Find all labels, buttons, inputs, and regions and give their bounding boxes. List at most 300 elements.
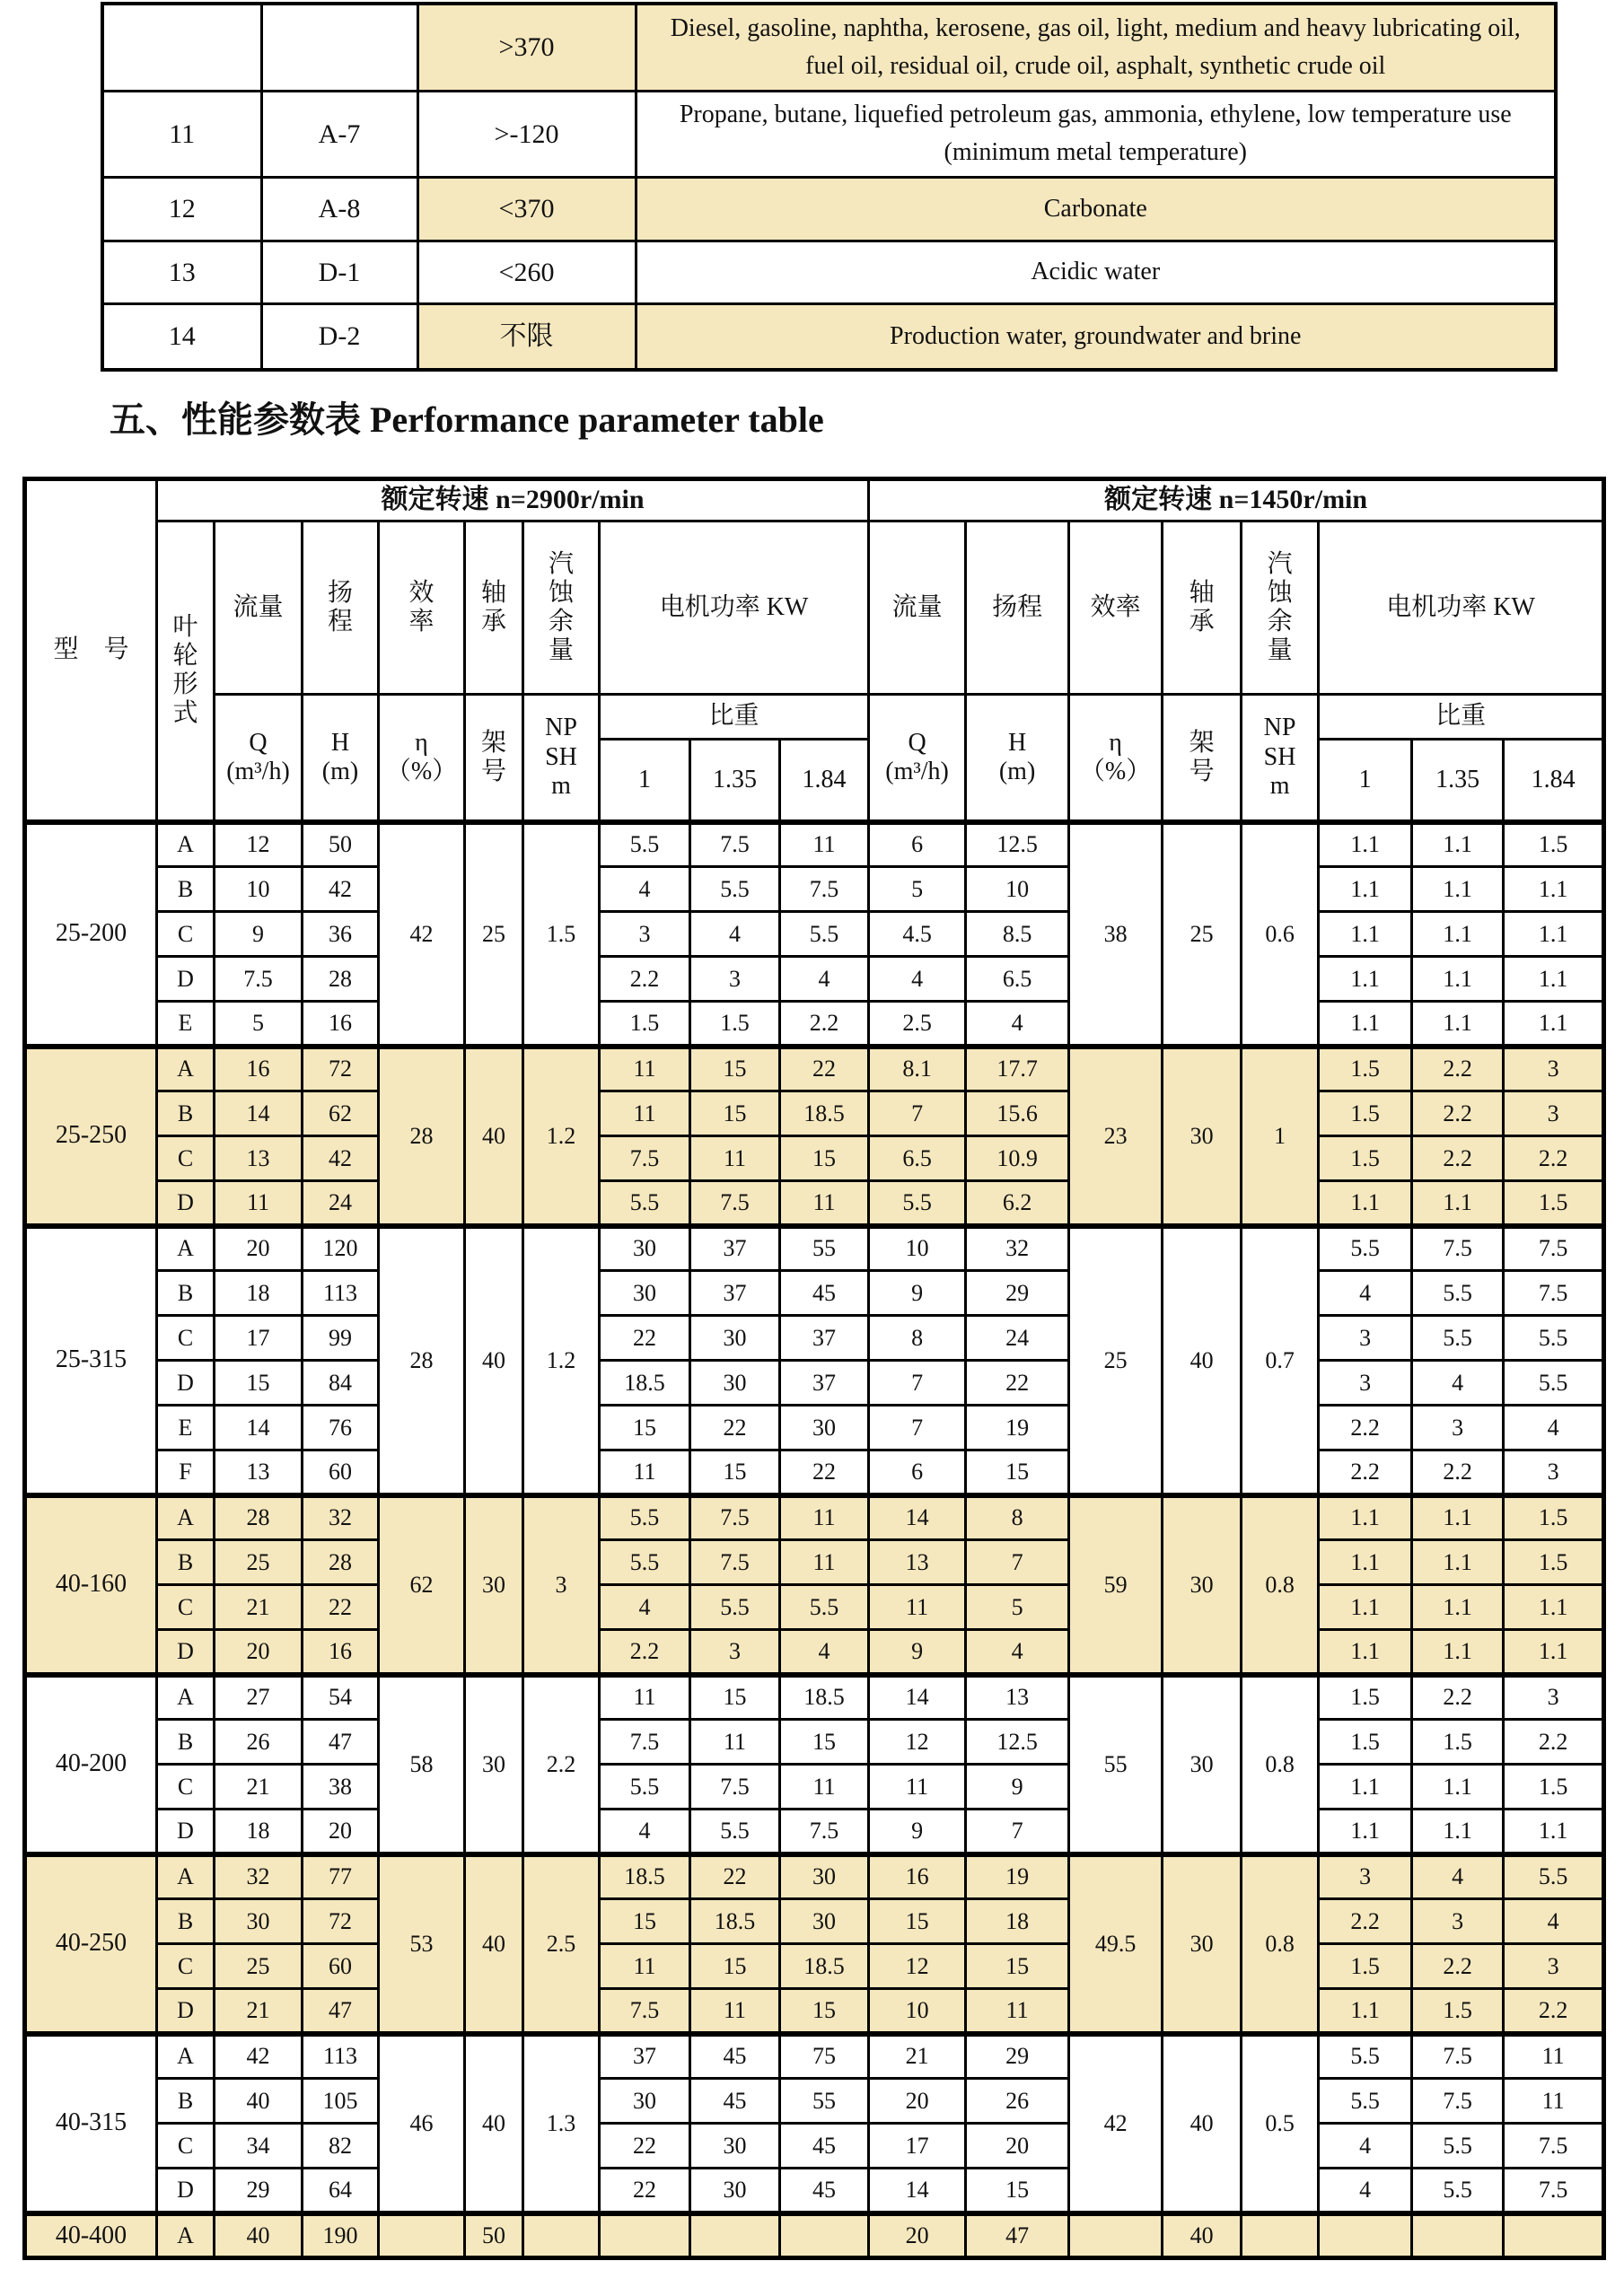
flow-1450-cell: 12 (869, 1720, 966, 1765)
power-2900-3-cell: 11 (780, 822, 869, 867)
power-1450-2-cell: 3 (1412, 1899, 1504, 1944)
impeller-cell: A (157, 1675, 215, 1720)
bearing-1450-cell: 40 (1163, 2213, 1242, 2258)
power-1450-2-cell: 1.5 (1412, 1720, 1504, 1765)
power-1450-1-cell: 1.5 (1319, 1047, 1412, 1091)
impeller-cell: A (157, 1495, 215, 1540)
impeller-cell: A (157, 2034, 215, 2079)
flow-1450-cell: 7 (869, 1361, 966, 1406)
head-2900-cell: 84 (303, 1361, 379, 1406)
head-1450-cell: 29 (966, 1271, 1069, 1316)
gravity-value-1450-3: 1.84 (1504, 740, 1604, 822)
material-code-cell: A-7 (261, 91, 417, 177)
head-header-2900: 扬 程 (303, 521, 379, 695)
power-2900-3-cell: 45 (780, 2169, 869, 2213)
power-2900-1-cell: 2.2 (600, 1630, 690, 1675)
impeller-cell: D (157, 1181, 215, 1226)
power-2900-2-cell: 30 (690, 2169, 780, 2213)
perf-row-40-315-A (25, 2034, 1604, 2079)
perf-row-25-315-E (25, 1406, 1604, 1450)
power-2900-3-cell: 30 (780, 1899, 869, 1944)
power-2900-1-cell: 3 (600, 912, 690, 957)
eff-2900-cell: 46 (379, 2034, 465, 2213)
power-1450-2-cell: 4 (1412, 1361, 1504, 1406)
eff-2900-cell: 53 (379, 1854, 465, 2034)
flow-1450-cell: 6 (869, 822, 966, 867)
bearing-1450-cell: 25 (1163, 822, 1242, 1047)
flow-1450-cell: 12 (869, 1944, 966, 1989)
power-2900-1-cell: 2.2 (600, 957, 690, 1002)
flow-header-2900: 流量 (215, 521, 303, 695)
flow-2900-cell: 25 (215, 1944, 303, 1989)
flow-2900-cell: 21 (215, 1765, 303, 1810)
perf-row-25-250-D (25, 1181, 1604, 1226)
head-2900-cell: 28 (303, 1540, 379, 1585)
perf-row-40-200-B (25, 1720, 1604, 1765)
power-2900-1-cell: 18.5 (600, 1854, 690, 1899)
model-cell: 25-200 (25, 822, 157, 1047)
power-1450-2-cell: 2.2 (1412, 1675, 1504, 1720)
npsh-1450-cell: 0.8 (1242, 1675, 1319, 1854)
npsh-header-1450: 汽 蚀 余 量 (1242, 521, 1319, 695)
power-1450-2-cell: 1.1 (1412, 912, 1504, 957)
power-1450-1-cell: 1.1 (1319, 1495, 1412, 1540)
flow-2900-cell: 21 (215, 1989, 303, 2034)
flow-1450-cell: 8.1 (869, 1047, 966, 1091)
head-1450-cell: 15 (966, 1944, 1069, 1989)
eff-header-1450: 效率 (1069, 521, 1163, 695)
flow-2900-cell: 30 (215, 1899, 303, 1944)
power-1450-3-cell: 7.5 (1504, 2169, 1604, 2213)
eff-unit-1450: η （%） (1069, 695, 1163, 822)
power-1450-2-cell: 1.1 (1412, 1181, 1504, 1226)
power-2900-3-cell: 55 (780, 1226, 869, 1271)
power-2900-3-cell (780, 2213, 869, 2258)
flow-1450-cell: 6.5 (869, 1136, 966, 1181)
power-1450-3-cell: 3 (1504, 1450, 1604, 1495)
bearing-1450-cell: 30 (1163, 1047, 1242, 1226)
flow-1450-cell: 2.5 (869, 1002, 966, 1047)
eff-2900-cell: 42 (379, 822, 465, 1047)
eff-unit-2900: η （%） (379, 695, 465, 822)
head-2900-cell: 32 (303, 1495, 379, 1540)
head-2900-cell: 42 (303, 867, 379, 912)
gravity-value-1450-1: 1 (1319, 740, 1412, 822)
npsh-2900-cell: 2.5 (523, 1854, 600, 2034)
npsh-2900-cell: 3 (523, 1495, 600, 1675)
flow-2900-cell: 16 (215, 1047, 303, 1091)
perf-row-40-160-A (25, 1495, 1604, 1540)
eff-1450-cell: 59 (1069, 1495, 1163, 1675)
power-2900-2-cell: 18.5 (690, 1899, 780, 1944)
impeller-cell: C (157, 1136, 215, 1181)
head-1450-cell: 47 (966, 2213, 1069, 2258)
power-2900-3-cell: 15 (780, 1720, 869, 1765)
flow-1450-cell: 10 (869, 1989, 966, 2034)
power-1450-1-cell: 1.1 (1319, 1810, 1412, 1854)
power-1450-2-cell: 2.2 (1412, 1047, 1504, 1091)
flow-1450-cell: 14 (869, 1675, 966, 1720)
head-2900-cell: 60 (303, 1944, 379, 1989)
flow-2900-cell: 25 (215, 1540, 303, 1585)
material-temp-cell: 不限 (417, 303, 636, 370)
materials-row (102, 241, 1556, 303)
power-2900-2-cell: 45 (690, 2034, 780, 2079)
impeller-cell: D (157, 1989, 215, 2034)
model-cell: 25-315 (25, 1226, 157, 1495)
eff-1450-cell: 25 (1069, 1226, 1163, 1495)
power-1450-1-cell: 4 (1319, 2169, 1412, 2213)
npsh-header-2900: 汽 蚀 余 量 (523, 521, 600, 695)
power-2900-3-cell: 5.5 (780, 1585, 869, 1630)
flow-1450-cell: 17 (869, 2124, 966, 2169)
impeller-cell: B (157, 1271, 215, 1316)
impeller-cell: C (157, 912, 215, 957)
power-2900-3-cell: 37 (780, 1316, 869, 1361)
bearing-2900-cell: 30 (465, 1675, 523, 1854)
flow-1450-cell: 13 (869, 1540, 966, 1585)
perf-row-25-315-D (25, 1361, 1604, 1406)
perf-row-25-250-C (25, 1136, 1604, 1181)
power-1450-3-cell: 1.1 (1504, 957, 1604, 1002)
power-1450-3-cell: 11 (1504, 2034, 1604, 2079)
head-1450-cell: 10.9 (966, 1136, 1069, 1181)
power-2900-3-cell: 18.5 (780, 1675, 869, 1720)
perf-row-40-315-B (25, 2079, 1604, 2124)
head-2900-cell: 64 (303, 2169, 379, 2213)
npsh-1450-cell: 1 (1242, 1047, 1319, 1226)
power-1450-2-cell: 5.5 (1412, 2124, 1504, 2169)
power-2900-3-cell: 2.2 (780, 1002, 869, 1047)
flow-1450-cell: 16 (869, 1854, 966, 1899)
power-2900-2-cell: 22 (690, 1854, 780, 1899)
power-2900-3-cell: 45 (780, 2124, 869, 2169)
flow-1450-cell: 9 (869, 1630, 966, 1675)
power-2900-1-cell: 11 (600, 1944, 690, 1989)
head-1450-cell: 6.2 (966, 1181, 1069, 1226)
impeller-cell: A (157, 1226, 215, 1271)
eff-1450-cell: 42 (1069, 2034, 1163, 2213)
power-1450-1-cell: 2.2 (1319, 1899, 1412, 1944)
power-1450-3-cell: 1.5 (1504, 1540, 1604, 1585)
power-2900-2-cell: 4 (690, 912, 780, 957)
power-2900-3-cell: 7.5 (780, 867, 869, 912)
gravity-header-2900: 比重 (600, 695, 869, 740)
power-1450-3-cell: 5.5 (1504, 1316, 1604, 1361)
impeller-cell: A (157, 1047, 215, 1091)
power-2900-3-cell: 22 (780, 1450, 869, 1495)
perf-row-40-400-A (25, 2213, 1604, 2258)
head-2900-cell: 77 (303, 1854, 379, 1899)
power-1450-2-cell: 7.5 (1412, 2034, 1504, 2079)
head-1450-cell: 26 (966, 2079, 1069, 2124)
head-1450-cell: 24 (966, 1316, 1069, 1361)
power-1450-3-cell: 1.5 (1504, 1181, 1604, 1226)
head-2900-cell: 36 (303, 912, 379, 957)
power-1450-3-cell (1504, 2213, 1604, 2258)
power-2900-1-cell: 4 (600, 867, 690, 912)
flow-1450-cell: 9 (869, 1810, 966, 1854)
head-1450-cell: 13 (966, 1675, 1069, 1720)
gravity-value-1450-2: 1.35 (1412, 740, 1504, 822)
impeller-column-header: 叶 轮 形 式 (157, 521, 215, 822)
material-num-cell: 11 (102, 91, 261, 177)
power-1450-1-cell: 2.2 (1319, 1406, 1412, 1450)
power-2900-2-cell: 7.5 (690, 1765, 780, 1810)
perf-row-25-200-A (25, 822, 1604, 867)
gravity-value-2900-2: 1.35 (690, 740, 780, 822)
bearing-header-1450: 轴 承 (1163, 521, 1242, 695)
npsh-2900-cell: 1.3 (523, 2034, 600, 2213)
material-desc-cell: Propane, butane, liquefied petroleum gas, ammonia, ethylene, low temperature use (minimum metal temperature) (636, 91, 1556, 177)
power-1450-3-cell: 2.2 (1504, 1989, 1604, 2034)
material-num-cell: 12 (102, 177, 261, 241)
head-2900-cell: 113 (303, 1271, 379, 1316)
power-1450-2-cell: 1.1 (1412, 957, 1504, 1002)
model-column-header: 型 号 (25, 479, 157, 822)
eff-1450-cell: 38 (1069, 822, 1163, 1047)
head-1450-cell: 7 (966, 1810, 1069, 1854)
power-1450-1-cell: 5.5 (1319, 2034, 1412, 2079)
head-2900-cell: 47 (303, 1720, 379, 1765)
flow-1450-cell: 9 (869, 1271, 966, 1316)
power-2900-1-cell: 30 (600, 1271, 690, 1316)
bearing-2900-cell: 50 (465, 2213, 523, 2258)
power-2900-1-cell: 4 (600, 1810, 690, 1854)
power-2900-1-cell: 11 (600, 1450, 690, 1495)
flow-1450-cell: 7 (869, 1091, 966, 1136)
impeller-cell: D (157, 1810, 215, 1854)
power-1450-1-cell (1319, 2213, 1412, 2258)
material-code-cell: D-2 (261, 303, 417, 370)
power-2900-3-cell: 37 (780, 1361, 869, 1406)
power-2900-1-cell: 7.5 (600, 1136, 690, 1181)
npsh-2900-cell: 2.2 (523, 1675, 600, 1854)
power-1450-3-cell: 7.5 (1504, 1226, 1604, 1271)
npsh-1450-cell: 0.6 (1242, 822, 1319, 1047)
power-1450-1-cell: 1.1 (1319, 1989, 1412, 2034)
flow-2900-cell: 18 (215, 1810, 303, 1854)
bearing-1450-cell: 30 (1163, 1675, 1242, 1854)
eff-2900-cell: 58 (379, 1675, 465, 1854)
power-2900-2-cell: 15 (690, 1675, 780, 1720)
power-2900-3-cell: 22 (780, 1047, 869, 1091)
power-1450-2-cell: 1.1 (1412, 1630, 1504, 1675)
flow-2900-cell: 18 (215, 1271, 303, 1316)
flow-2900-cell: 12 (215, 822, 303, 867)
impeller-cell: C (157, 2124, 215, 2169)
impeller-cell: B (157, 1899, 215, 1944)
perf-row-40-315-D (25, 2169, 1604, 2213)
head-2900-cell: 190 (303, 2213, 379, 2258)
head-2900-cell: 16 (303, 1002, 379, 1047)
power-2900-2-cell: 5.5 (690, 1810, 780, 1854)
materials-row (102, 177, 1556, 241)
head-1450-cell: 8.5 (966, 912, 1069, 957)
flow-header-1450: 流量 (869, 521, 966, 695)
head-1450-cell: 4 (966, 1002, 1069, 1047)
perf-row-40-250-B (25, 1899, 1604, 1944)
power-2900-3-cell: 11 (780, 1495, 869, 1540)
head-2900-cell: 76 (303, 1406, 379, 1450)
head-1450-cell: 32 (966, 1226, 1069, 1271)
power-1450-1-cell: 3 (1319, 1361, 1412, 1406)
flow-1450-cell: 11 (869, 1585, 966, 1630)
power-2900-1-cell: 11 (600, 1091, 690, 1136)
power-2900-2-cell: 22 (690, 1406, 780, 1450)
power-1450-1-cell: 3 (1319, 1854, 1412, 1899)
power-1450-1-cell: 1.1 (1319, 957, 1412, 1002)
materials-row (102, 4, 1556, 91)
power-2900-3-cell: 75 (780, 2034, 869, 2079)
perf-row-40-160-D (25, 1630, 1604, 1675)
power-2900-1-cell: 5.5 (600, 1540, 690, 1585)
flow-2900-cell: 13 (215, 1136, 303, 1181)
power-1450-2-cell: 7.5 (1412, 2079, 1504, 2124)
head-1450-cell: 18 (966, 1899, 1069, 1944)
eff-2900-cell (379, 2213, 465, 2258)
power-2900-1-cell: 11 (600, 1675, 690, 1720)
power-2900-2-cell: 3 (690, 957, 780, 1002)
flow-2900-cell: 20 (215, 1630, 303, 1675)
perf-row-40-315-C (25, 2124, 1604, 2169)
flow-2900-cell: 40 (215, 2213, 303, 2258)
flow-1450-cell: 20 (869, 2079, 966, 2124)
perf-row-25-200-B (25, 867, 1604, 912)
power-2900-2-cell: 15 (690, 1450, 780, 1495)
power-1450-2-cell: 5.5 (1412, 2169, 1504, 2213)
power-1450-1-cell: 2.2 (1319, 1450, 1412, 1495)
power-1450-1-cell: 1.1 (1319, 1585, 1412, 1630)
power-1450-3-cell: 1.5 (1504, 822, 1604, 867)
head-1450-cell: 20 (966, 2124, 1069, 2169)
eff-2900-cell: 28 (379, 1226, 465, 1495)
power-1450-2-cell: 7.5 (1412, 1226, 1504, 1271)
perf-row-40-250-C (25, 1944, 1604, 1989)
material-temp-cell: <370 (417, 177, 636, 241)
npsh-2900-cell: 1.2 (523, 1226, 600, 1495)
power-1450-2-cell: 1.5 (1412, 1989, 1504, 2034)
power-1450-1-cell: 4 (1319, 2124, 1412, 2169)
impeller-cell: A (157, 822, 215, 867)
head-2900-cell: 28 (303, 957, 379, 1002)
power-2900-1-cell: 7.5 (600, 1720, 690, 1765)
power-2900-3-cell: 7.5 (780, 1810, 869, 1854)
flow-1450-cell: 20 (869, 2213, 966, 2258)
impeller-cell: E (157, 1406, 215, 1450)
flow-2900-cell: 13 (215, 1450, 303, 1495)
power-2900-3-cell: 15 (780, 1136, 869, 1181)
npsh-1450-cell: 0.5 (1242, 2034, 1319, 2213)
head-1450-cell: 19 (966, 1854, 1069, 1899)
power-1450-1-cell: 1.5 (1319, 1944, 1412, 1989)
power-2900-1-cell: 22 (600, 1316, 690, 1361)
power-2900-2-cell: 11 (690, 1136, 780, 1181)
flow-1450-cell: 10 (869, 1226, 966, 1271)
power-2900-3-cell: 30 (780, 1854, 869, 1899)
npsh-unit-2900: NP SH m (523, 695, 600, 822)
material-code-cell: A-8 (261, 177, 417, 241)
power-2900-3-cell: 18.5 (780, 1944, 869, 1989)
impeller-cell: B (157, 2079, 215, 2124)
power-2900-3-cell: 11 (780, 1181, 869, 1226)
power-2900-2-cell: 7.5 (690, 822, 780, 867)
flow-2900-cell: 42 (215, 2034, 303, 2079)
perf-row-25-200-E (25, 1002, 1604, 1047)
material-desc-cell: Production water, groundwater and brine (636, 303, 1556, 370)
power-2900-1-cell: 30 (600, 1226, 690, 1271)
power-2900-3-cell: 30 (780, 1406, 869, 1450)
head-unit-1450: H (m) (966, 695, 1069, 822)
power-1450-3-cell: 4 (1504, 1899, 1604, 1944)
power-1450-3-cell: 1.1 (1504, 912, 1604, 957)
impeller-cell: D (157, 957, 215, 1002)
bearing-2900-cell: 25 (465, 822, 523, 1047)
power-2900-2-cell: 37 (690, 1271, 780, 1316)
flow-2900-cell: 9 (215, 912, 303, 957)
head-2900-cell: 50 (303, 822, 379, 867)
material-num-cell: 13 (102, 241, 261, 303)
power-header-1450: 电机功率 KW (1319, 521, 1604, 695)
power-2900-3-cell: 5.5 (780, 912, 869, 957)
material-temp-cell: >-120 (417, 91, 636, 177)
impeller-cell: B (157, 867, 215, 912)
eff-2900-cell: 62 (379, 1495, 465, 1675)
bearing-2900-cell: 40 (465, 1047, 523, 1226)
impeller-cell: B (157, 1720, 215, 1765)
impeller-cell: D (157, 1630, 215, 1675)
materials-table-section (101, 2, 1558, 372)
head-1450-cell: 22 (966, 1361, 1069, 1406)
flow-2900-cell: 34 (215, 2124, 303, 2169)
head-2900-cell: 22 (303, 1585, 379, 1630)
power-2900-2-cell: 11 (690, 1720, 780, 1765)
power-2900-1-cell: 15 (600, 1406, 690, 1450)
power-1450-2-cell: 2.2 (1412, 1450, 1504, 1495)
bearing-1450-cell: 40 (1163, 2034, 1242, 2213)
speed-header-2900: 额定转速 n=2900r/min (157, 479, 869, 521)
power-1450-2-cell: 1.1 (1412, 1540, 1504, 1585)
material-num-cell (102, 4, 261, 91)
impeller-cell: B (157, 1540, 215, 1585)
npsh-1450-cell: 0.8 (1242, 1495, 1319, 1675)
head-1450-cell: 15.6 (966, 1091, 1069, 1136)
power-2900-1-cell: 18.5 (600, 1361, 690, 1406)
power-2900-2-cell: 11 (690, 1989, 780, 2034)
head-1450-cell: 7 (966, 1540, 1069, 1585)
power-2900-3-cell: 55 (780, 2079, 869, 2124)
head-2900-cell: 38 (303, 1765, 379, 1810)
flow-1450-cell: 5.5 (869, 1181, 966, 1226)
perf-row-40-160-C (25, 1585, 1604, 1630)
bearing-2900-cell: 40 (465, 1854, 523, 2034)
impeller-cell: C (157, 1765, 215, 1810)
npsh-2900-cell: 1.2 (523, 1047, 600, 1226)
impeller-cell: A (157, 1854, 215, 1899)
flow-2900-cell: 5 (215, 1002, 303, 1047)
head-2900-cell: 16 (303, 1630, 379, 1675)
power-2900-1-cell: 1.5 (600, 1002, 690, 1047)
performance-table (22, 477, 1606, 2260)
model-cell: 25-250 (25, 1047, 157, 1226)
perf-row-40-250-D (25, 1989, 1604, 2034)
power-1450-3-cell: 1.1 (1504, 1810, 1604, 1854)
head-2900-cell: 99 (303, 1316, 379, 1361)
flow-1450-cell: 8 (869, 1316, 966, 1361)
power-1450-3-cell: 1.1 (1504, 1585, 1604, 1630)
power-1450-3-cell: 4 (1504, 1406, 1604, 1450)
head-1450-cell: 29 (966, 2034, 1069, 2079)
